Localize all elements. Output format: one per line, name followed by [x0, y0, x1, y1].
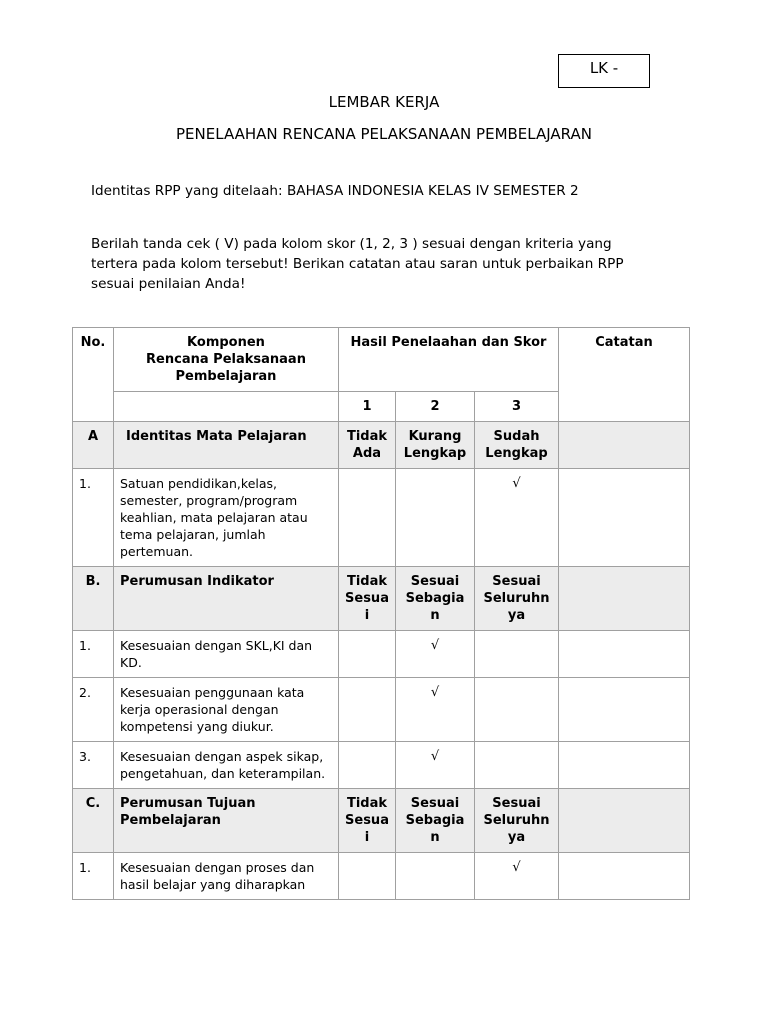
catatan-cell — [559, 742, 690, 789]
score-3-cell — [475, 742, 559, 789]
section-title: Perumusan Tujuan Pembelajaran — [114, 789, 339, 853]
item-description-line: keahlian, mata pelajaran atau — [120, 510, 308, 525]
table-row — [73, 469, 690, 567]
check-mark: √ — [430, 749, 440, 764]
criteria-line: Sesuai — [492, 796, 541, 811]
page-title: LEMBAR KERJA — [328, 93, 440, 111]
criteria-line: Sudah — [493, 429, 540, 444]
item-description-line: tema pelajaran, jumlah — [120, 527, 266, 542]
section-title: Identitas Mata Pelajaran — [114, 422, 339, 469]
score-1-cell — [339, 742, 396, 789]
item-description-line: Kesesuaian dengan proses dan — [120, 860, 315, 875]
criteria-cell — [339, 789, 396, 853]
table-row — [73, 678, 690, 742]
empty-cell — [114, 392, 339, 422]
score-2-cell — [396, 853, 475, 900]
score-3-cell — [475, 469, 559, 567]
item-number: 2. — [73, 678, 114, 742]
catatan-cell — [559, 631, 690, 678]
criteria-line: Tidak — [346, 796, 388, 811]
section-row — [73, 422, 690, 469]
score-3-cell — [475, 631, 559, 678]
score-2-cell — [396, 742, 475, 789]
criteria-line: Sebagia — [405, 591, 465, 606]
header-komponen-line: Komponen — [187, 335, 265, 350]
criteria-line: Sesuai — [410, 574, 460, 589]
item-description — [114, 469, 339, 567]
criteria-line: Lengkap — [403, 446, 467, 461]
score-1-cell — [339, 853, 396, 900]
item-description-line: pengetahuan, dan keterampilan. — [120, 766, 326, 781]
check-mark: √ — [512, 476, 521, 491]
item-description-line: Satuan pendidikan,kelas, — [120, 476, 278, 491]
header-komponen-line: Pembelajaran — [175, 369, 277, 384]
criteria-cell — [339, 567, 396, 631]
item-description-line: Kesesuaian penggunaan kata — [120, 685, 305, 700]
check-mark: √ — [430, 685, 440, 700]
catatan-cell — [559, 469, 690, 567]
item-description-line: KD. — [120, 655, 142, 670]
item-number: 3. — [73, 742, 114, 789]
criteria-line: Ada — [352, 446, 382, 461]
item-description — [114, 853, 339, 900]
review-table — [72, 327, 690, 900]
catatan-cell — [559, 567, 690, 631]
score-3-cell — [475, 853, 559, 900]
criteria-line: Tidak — [346, 429, 388, 444]
score-2-cell — [396, 678, 475, 742]
item-description-line: kompetensi yang diukur. — [120, 719, 274, 734]
score-1-cell — [339, 469, 396, 567]
item-description-line: kerja operasional dengan — [120, 702, 279, 717]
criteria-line: Sesua — [345, 813, 389, 828]
item-description-line: hasil belajar yang diharapkan — [120, 877, 306, 892]
instruction-line: sesuai penilaian Anda! — [91, 276, 246, 292]
score-2-header: 2 — [396, 392, 475, 422]
catatan-cell — [559, 678, 690, 742]
criteria-cell — [475, 567, 559, 631]
criteria-line: Sesuai — [410, 796, 460, 811]
instruction-line: Berilah tanda cek ( V) pada kolom skor (1, 2, 3 ) sesuai dengan kriteria yang — [91, 236, 612, 252]
item-number: 1. — [73, 469, 114, 567]
instruction-paragraph — [91, 234, 691, 294]
criteria-line: Seluruhn — [483, 591, 550, 606]
criteria-cell — [396, 789, 475, 853]
catatan-cell — [559, 789, 690, 853]
criteria-line: Sesuai — [492, 574, 541, 589]
instruction-line: tertera pada kolom tersebut! Berikan catatan atau saran untuk perbaikan RPP — [91, 256, 624, 272]
score-1-cell — [339, 631, 396, 678]
check-mark: √ — [512, 860, 521, 875]
header-no: No. — [73, 328, 114, 422]
item-description-line: pertemuan. — [120, 544, 194, 559]
criteria-cell — [396, 422, 475, 469]
criteria-line: n — [430, 608, 440, 623]
catatan-cell — [559, 422, 690, 469]
table-row — [73, 631, 690, 678]
score-2-cell — [396, 469, 475, 567]
table-row — [73, 742, 690, 789]
item-description-line: semester, program/program — [120, 493, 298, 508]
criteria-line: i — [364, 830, 370, 845]
score-1-cell — [339, 678, 396, 742]
header-hasil: Hasil Penelaahan dan Skor — [339, 328, 559, 392]
criteria-line: Sebagia — [405, 813, 465, 828]
score-3-cell — [475, 678, 559, 742]
criteria-line: Kurang — [408, 429, 462, 444]
item-description-line: Kesesuaian dengan SKL,KI dan — [120, 638, 313, 653]
criteria-line: Lengkap — [485, 446, 548, 461]
criteria-line: ya — [507, 830, 526, 845]
criteria-line: Sesua — [345, 591, 389, 606]
criteria-line: n — [430, 830, 440, 845]
item-description — [114, 631, 339, 678]
check-mark: √ — [430, 638, 440, 653]
section-row — [73, 789, 690, 853]
item-description — [114, 742, 339, 789]
criteria-line: Seluruhn — [483, 813, 550, 828]
score-3-header: 3 — [475, 392, 559, 422]
item-description-line: Kesesuaian dengan aspek sikap, — [120, 749, 324, 764]
table-header-row — [73, 328, 690, 392]
criteria-cell — [475, 789, 559, 853]
item-description — [114, 678, 339, 742]
document-code-box — [558, 54, 650, 88]
criteria-line: ya — [507, 608, 526, 623]
criteria-cell — [475, 422, 559, 469]
section-label: C. — [73, 789, 114, 853]
score-2-cell — [396, 631, 475, 678]
criteria-line: i — [364, 608, 370, 623]
page-subtitle: PENELAAHAN RENCANA PELAKSANAAN PEMBELAJARAN — [176, 125, 592, 143]
item-number: 1. — [73, 631, 114, 678]
section-row — [73, 567, 690, 631]
criteria-cell — [396, 567, 475, 631]
table-row — [73, 853, 690, 900]
header-komponen-line: Rencana Pelaksanaan — [146, 352, 306, 367]
section-label: A — [73, 422, 114, 469]
identity-line: Identitas RPP yang ditelaah: BAHASA INDONESIA KELAS IV SEMESTER 2 — [91, 183, 579, 199]
catatan-cell — [559, 853, 690, 900]
criteria-line: Tidak — [346, 574, 388, 589]
score-1-header: 1 — [339, 392, 396, 422]
document-code: LK - — [589, 59, 619, 77]
header-catatan: Catatan — [559, 328, 690, 422]
item-number: 1. — [73, 853, 114, 900]
section-title: Perumusan Indikator — [114, 567, 339, 631]
section-label: B. — [73, 567, 114, 631]
criteria-cell — [339, 422, 396, 469]
header-komponen — [114, 328, 339, 392]
